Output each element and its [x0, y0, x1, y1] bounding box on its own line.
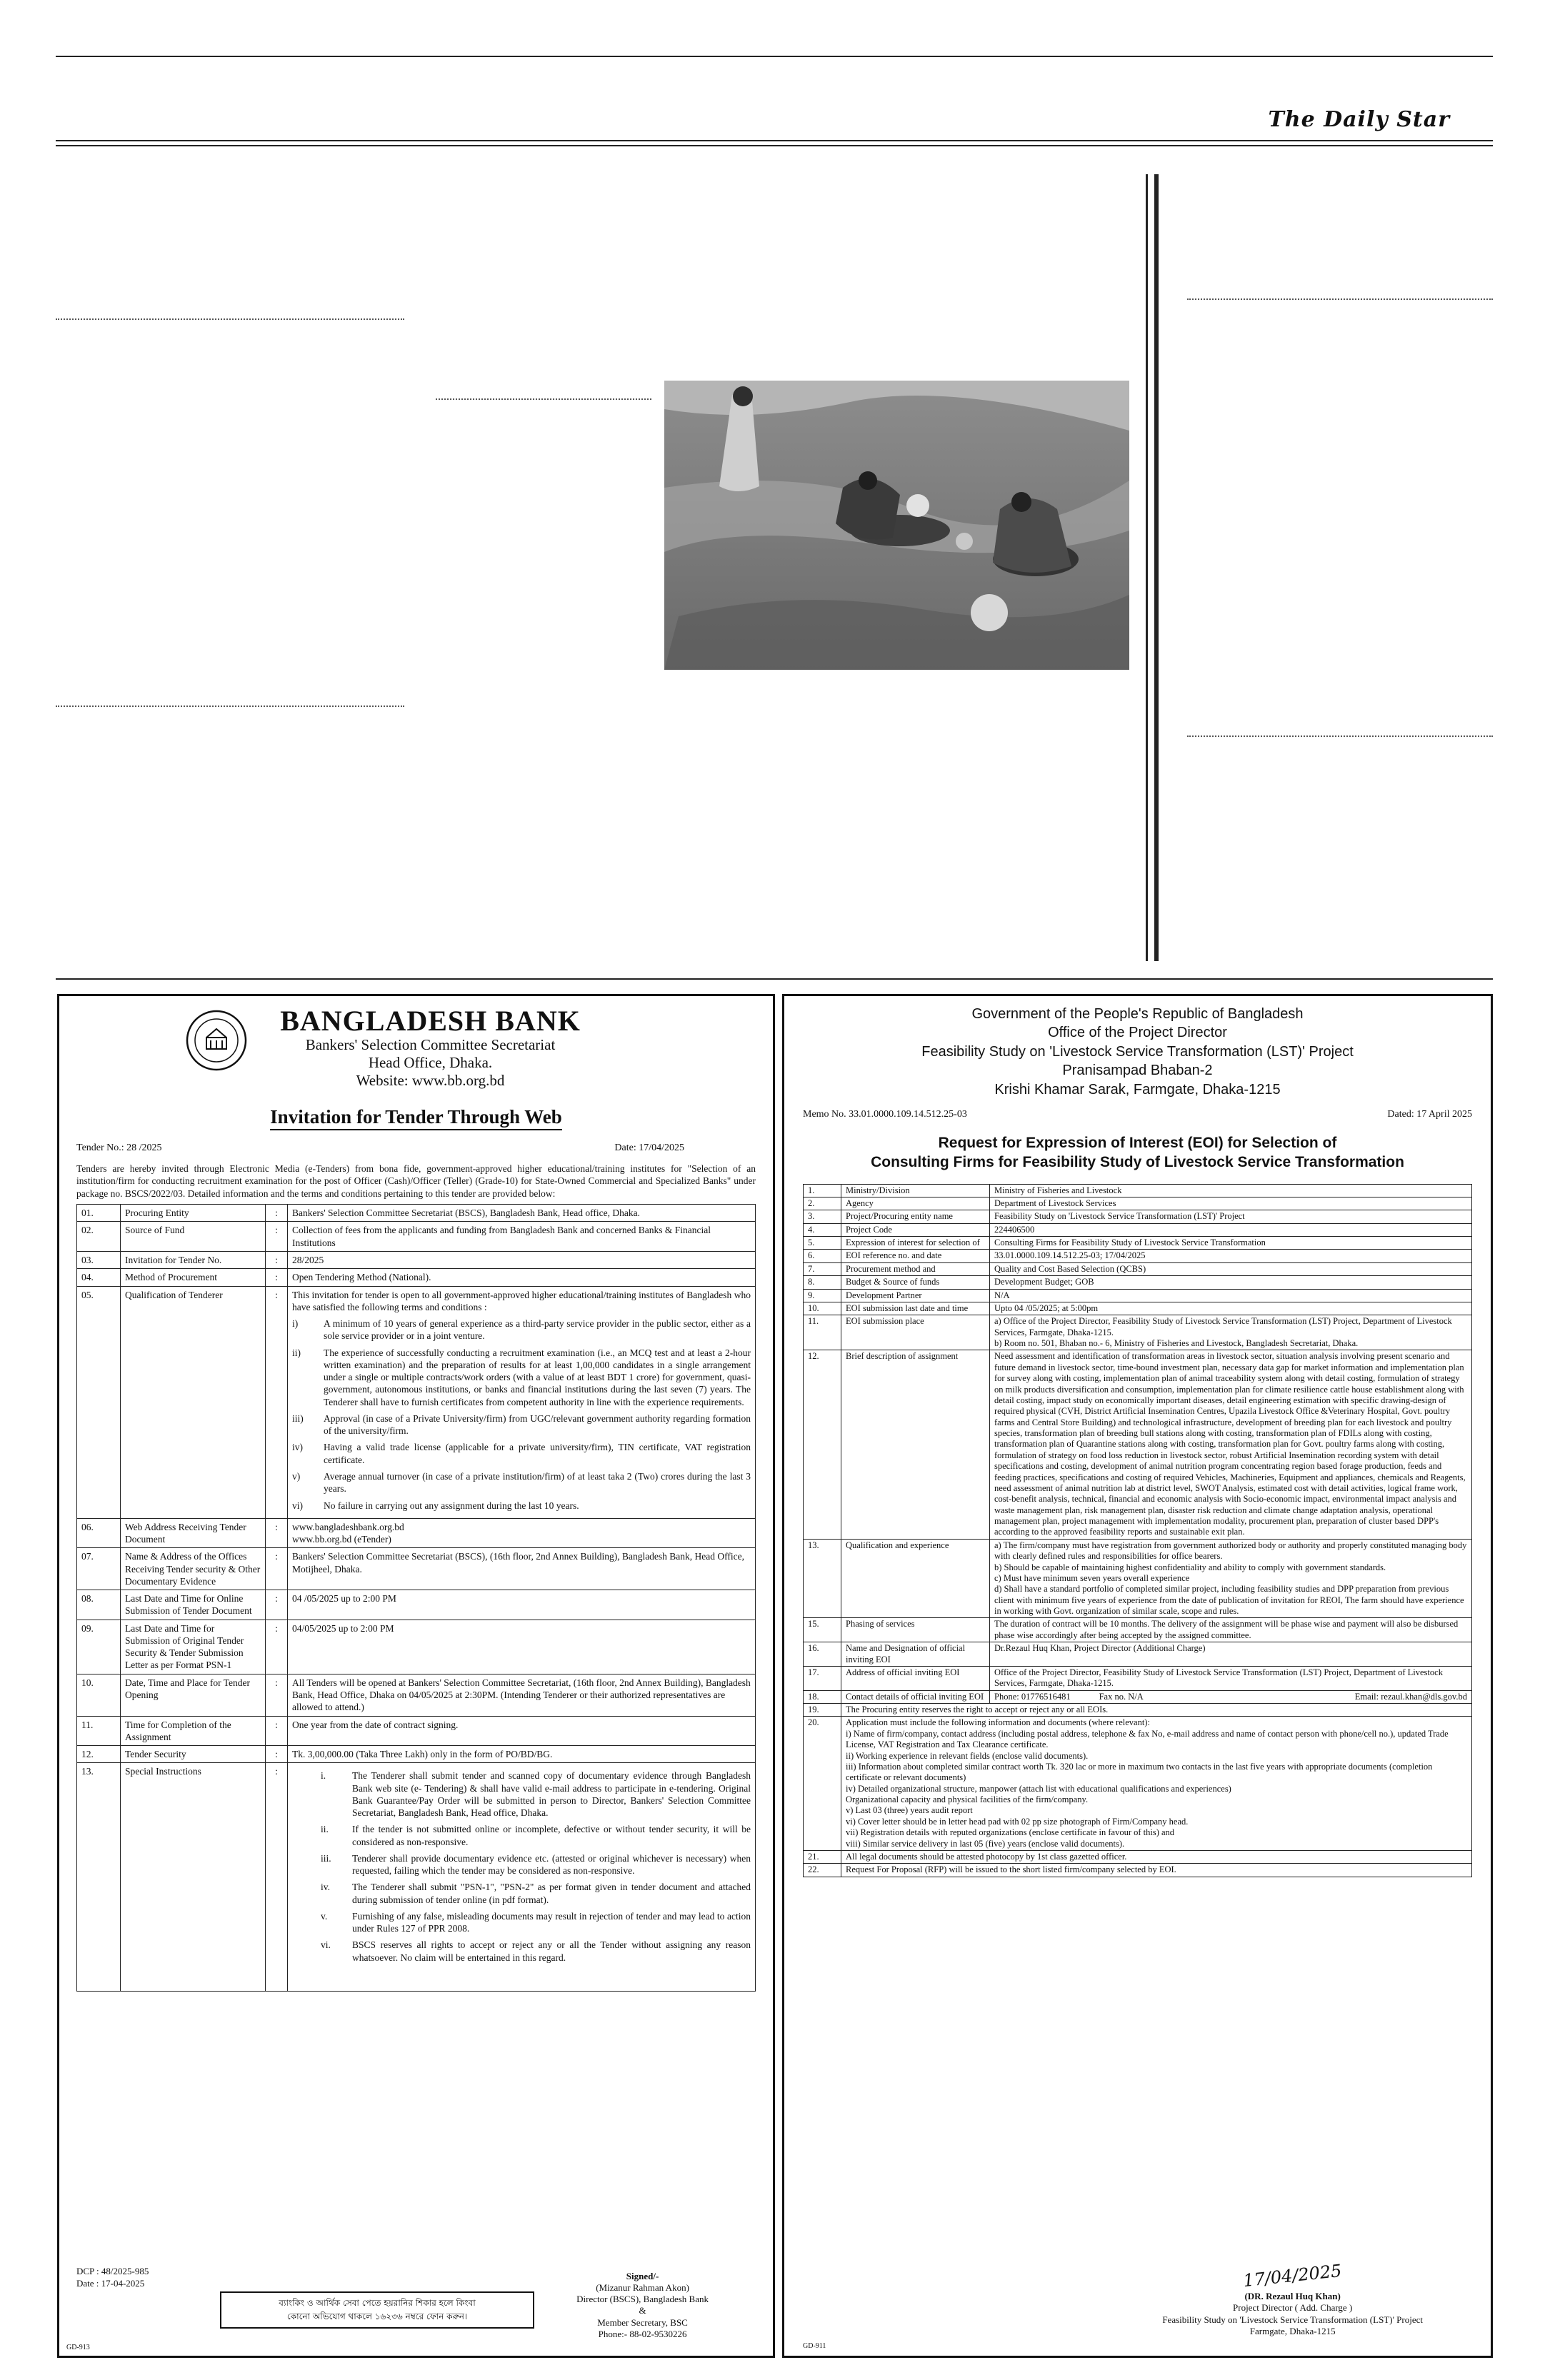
table-row: 07. Name & Address of the Offices Receiving Tender security & Other Documentary Evidence : Bankers' Selection Committee Secretariat (BSCS), (16th floor, 2nd Annex Building), Bangladesh Bank, Head Office, Motijheel, Dhaka.: [77, 1548, 756, 1590]
tender-number: Tender No.: 28 /2025: [76, 1142, 162, 1153]
section-rule: [56, 978, 1493, 980]
table-row: 13. Qualification and experience a) The firm/company must have registration from government authorized body or authority and properly constituted managing body with clearly defined rules and responsibilities for office bearers. b) Should be capable of maintaining highest confidentiality and ability to comply with government standards. c) Must have minimum seven years overall experience d) Shall have a standard portfolio of completed similar project, including feasibility studies and DPP preparation from previous client with minimum five years of experience from the date of publication of invitation for REOI, The farm should have experience in working with Govt. organization of similar scale, scope and rules.: [804, 1539, 1472, 1618]
gd-code: GD-913: [66, 2344, 90, 2351]
eoi-details-table: [803, 1184, 1472, 1877]
dcp-date: Date : 17-04-2025: [76, 2278, 145, 2289]
list-item: ii) The experience of successfully conducting a recruitment examination (i.e., an MCQ test and at least a 2-hour written examination) and the preparation of results for at least 1,00,000 candidates in a single arrangement under a single or multiple contracts/work orders (with a value of at least BDT 1 crore) for government, quasi-government, autonomous institutions, or banks and financial institutions during the last seven (7) years. The Tenderer shall have to furnish certificates from competent authority in line with the experience requirements.: [292, 1347, 751, 1407]
signatory-title: Director (BSCS), Bangladesh Bank: [576, 2294, 709, 2304]
complaint-box: ব্যাংকিং ও আর্থিক সেবা পেতে হয়রানির শিকার হলে কিংবা কোনো অভিযোগ থাকলে ১৬২৩৬ নম্বরে ফোন করুন।: [220, 2291, 534, 2329]
table-row: 12. Brief description of assignment Need assessment and identification of transformation areas in livestock sector, situation analysis involving present scenario and future demand in livestock sector, time-bound investment plan, necessary data gap for market information and implementation plan for survey along with costing, implementation plan of animal traceability system along with detail costing, formulation of strategy on milk products diversification and consumption, implementation plan for climate resilience cattle house establishment along with detail costing, impact study on economically important diseases, detail engineering estimation with specific drawing-design of required physical (CVH, District Artificial Insemination Centres, Upazila Livestock Office &Veterinary Hospital, Govt. poultry farms and Central Store Building) and technological infrastructure, development of breeding plan for each livestock and poultry species, transformation plan of breeding bull stations along with costing, transformation plan of FDILs along with costing, transformation plan of Quarantine stations along with costing, transformation plan for Govt. poultry farms along with costing, formulation of strategy on food loss reduction in livestock sector, robust Artificial Insemination recording system with detail specifications and costing, development of animal nutrition program concentrating region based forage production, feeds and feeding practices, specifications and costing of required Vehicles, Machineries, Equipment and appliances, chemicals and Reagents, need assessment of animal nutrition lab at district level, SWOT Analysis, estimated cost with detail activities, logical frame work, cost-benefit analysis, technical, financial and economic analysis with Socio-economic impact, environmental impact analysis and waste management plan, risk management plan, disaster risk reduction and climate change adaptation analysis, operational management plan, project management with implementation modality, procurement plan, preparation of cluster based DPP's according to the approved feasibility reports and sustainable exit plan.: [804, 1350, 1472, 1539]
signatory-title-2: Member Secretary, BSC: [597, 2316, 688, 2328]
dcp-number: DCP : 48/2025-985: [76, 2266, 149, 2277]
list-item: v) Average annual turnover (in case of a private institution/firm) of at least taka 2 (Two) crores during the last 3 years.: [292, 1470, 751, 1495]
table-row: 11. EOI submission place a) Office of the Project Director, Feasibility Study of Livestock Service Transformation (LST) Project, Department of Livestock Services, Farmgate, Dhaka-1215. b) Room no. 501, Bhaban no.- 6, Ministry of Fisheries and Livestock, Bangladesh Secretariat, Dhaka.: [804, 1315, 1472, 1350]
list-item: i. The Tenderer shall submit tender and scanned copy of documentary evidence through Bangladesh Bank web site (e- Tendering) & shall have valid e-mail address to participate in e-tendering. Original Bank Guarantee/Pay Order will be submitted in person to Director, Bankers' Selection Committee Secretariat, Bangladesh Bank, Head office, Dhaka.: [321, 1770, 751, 1819]
column-rule: [1146, 174, 1148, 961]
table-row: 9. Development Partner N/A: [804, 1289, 1472, 1302]
list-item: v. Furnishing of any false, misleading documents may result in rejection of tender and may lead to action under Rules 127 of PPR 2008.: [321, 1910, 751, 1934]
list-item: vi. BSCS reserves all rights to accept or reject any or all the Tender without assigning any reason whatsoever. No claim will be entertained in this regard.: [321, 1939, 751, 1963]
contact-fax: Fax no. N/A: [1099, 1691, 1144, 1702]
project-title: Feasibility Study on 'Livestock Service Transformation (LST)' Project: [921, 1043, 1354, 1060]
signatory-address: Farmgate, Dhaka-1215: [1249, 2325, 1336, 2336]
table-row: 10. EOI submission last date and time Upto 04 /05/2025; at 5:00pm: [804, 1302, 1472, 1315]
memo-date: Dated: 17 April 2025: [1387, 1108, 1472, 1120]
table-row: 4. Project Code 224406500: [804, 1223, 1472, 1236]
table-row: 21. All legal documents should be attested photocopy by 1st class gazetted officer.: [804, 1850, 1472, 1863]
tender-intro: Tenders are hereby invited through Electronic Media (e-Tenders) from bona fide, government-approved higher educational/training institutes for "Selection of an institution/firm for conducting recruitment examination for the post of Officer (Cash)/Officer (Teller) (Grade-10) for State-Owned Commercial and Specialized Banks" under package no. BSCS/2022/03. Detailed information and the terms and conditions pertaining to this tender are provided below:: [76, 1163, 756, 1199]
table-row: 3. Project/Procuring entity name Feasibility Study on 'Livestock Service Transformation (LST)' Project: [804, 1210, 1472, 1223]
news-photo: [664, 381, 1129, 670]
office-title: Office of the Project Director: [1048, 1025, 1227, 1041]
list-item: iv. The Tenderer shall submit "PSN-1", "PSN-2" as per format given in tender document and attached during submission of tender online (in pdf format).: [321, 1882, 751, 1905]
table-row: 01. Procuring Entity : Bankers' Selection Committee Secretariat (BSCS), Bangladesh Bank, Head office, Dhaka.: [77, 1205, 756, 1222]
list-item: iv) Having a valid trade license (applicable for a private university/firm), TIN certificate, VAT registration certificate.: [292, 1442, 751, 1465]
table-row: 06. Web Address Receiving Tender Document : www.bangladeshbank.org.bd www.bb.org.bd (eTender): [77, 1518, 756, 1548]
signatory-name: (DR. Rezaul Huq Khan): [1244, 2291, 1341, 2301]
table-row: 8. Budget & Source of funds Development Budget; GOB: [804, 1276, 1472, 1289]
signed-label: Signed/-: [626, 2270, 659, 2281]
table-row: 09. Last Date and Time for Submission of Original Tender Security & Tender Submission Letter as per Format PSN-1 : 04/05/2025 up to 2:00 PM: [77, 1620, 756, 1674]
header-rule-1: [56, 140, 1493, 141]
header-rule-2: [56, 145, 1493, 146]
bank-office: Head Office, Dhaka.: [368, 1054, 493, 1072]
eoi-title-2: Consulting Firms for Feasibility Study of Livestock Service Transformation: [871, 1154, 1404, 1171]
table-row: 7. Procurement method and Quality and Cost Based Selection (QCBS): [804, 1262, 1472, 1275]
bank-website: Website: www.bb.org.bd: [356, 1072, 505, 1090]
masthead-logo: The Daily Star: [1268, 107, 1450, 132]
bangladesh-bank-tender-ad: BANGLADESH BANK Bankers' Selection Committee Secretariat Head Office, Dhaka. Website: www.bb.org.bd Invitation for Tender Through Web Tender No.: 28 /2025 Date: 17/04/2025 Tenders are hereby invited through Electronic Media (e-Tenders) from bona fide, government-approved higher educational/training institutes for "Selection of an institution/firm for conducting recruitment examination for the post of Officer (Cash)/Officer (Teller) (Grade-10) for State-Owned Commercial and Specialized Banks" under package no. BSCS/2022/03. Detailed information and the terms and conditions pertaining to this tender are provided below: 01. Procuring Entity : Bankers' Selection Committee Secretariat (BSCS), Bangladesh Bank, Head office, Dhaka. 02. Source of Fund : Collection of fees from the applicants and funding from Bangladesh Bank and concerned Banks & Financial Institutions 03. Invitation for Tender No. : 28/2025 04. Method of Procurement : Open Tendering Method (National). 05. Qualification of Tenderer : This invitation for tender is open to all government-approved higher educational/training institutes of Bangladesh who have satisfied the following terms and conditions : i) A minimum of 10 years of general experience as a third-party service provider in the public sector, either as a sole service provider or in a joint venture. ii) The experience of successfully conducting a recruitment examination (i.e., an MCQ test and at least a 2-hour written examination) and the preparation of results for at least 1,00,000 candidates in a single arrangement under a single or multiple contracts/work orders (with a value of at least BDT 1 crore) for government, quasi-government, autonomous institutions, or banks and financial institutions during the last seven (7) years. The Tenderer shall have to furnish certificates from competent authority in line with the experience requirements. iii) Approval (in case of a Private University/firm) from UGC/relevant government authority regarding formation of the university/firm. iv) Having a valid trade license (applicable for a private university/firm), TIN certificate, VAT registration certificate. v) Average annual turnover (in case of a private institution/firm) of at least taka 2 (Two) crores during the last 3 years. vi) No failure in carrying out any assignment during the last 10 years. 06. Web Address Receiving Tender Document : www.bangladeshbank.org.bd www.bb.org.bd (eTender) 07. Name & Address of the Offices Receiving Tender security & Other Documentary Evidence : Bankers' Selection Committee Secretariat (BSCS), (16th floor, 2nd Annex Building), Bangladesh Bank, Head Office, Motijheel, Dhaka. 08. Last Date and Time for Online Submission of Tender Document : 04 /05/2025 up to 2:00 PM 09. Last Date and Time for Submission of Original Tender Security & Tender Submission Letter as per Format PSN-1 : 04/05/2025 up to 2:00 PM 10. Date, Time and Place for Tender Opening : All Tenders will be opened at Bankers' Selection Committee Secretariat, (16th floor, 2nd Annex Building), Bangladesh Bank, Head Office, Dhaka on 04/05/2025 at 2:30PM. (Intending Tenderer or their authorized representatives are allowed to attend.) 11. Time for Completion of the Assignment : One year from the date of contract signing. 12. Tender Security : Tk. 3,00,000.00 (Taka Three Lakh) only in the form of PO/BD/BG. 13. Special Instructions : i. The Tenderer shall submit tender and scanned copy of documentary evidence through Bangladesh Bank web site (e- Tendering) & shall have valid e-mail address to participate in e-tendering. Original Bank Guarantee/Pay Order will be submitted in person to Director, Bankers' Selection Committee Secretariat, Bangladesh Bank, Head office, Dhaka. ii. If the tender is not submitted online or incomplete, defective or without tender security, it will be considered as non-responsive. iii. Tenderer shall provide documentary evidence etc. (attested or original whichever is necessary) when requested, failing which the tender may be considered as non-responsive. iv. The Tenderer shall submit "PSN-1", "PSN-2" as per format given in tender document and attached during submission of tender online (in pdf format). v. Furnishing of any false, misleading documents may result in rejection of tender and may lead to action under Rules 127 of PPR 2008. vi. BSCS reserves all rights to accept or reject any or all the Tender without assigning any reason whatsoever. No claim will be entertained in this regard. DCP : 48/2025-985 Date : 17-04-2025 ব্যাংকিং ও আর্থিক সেবা পেতে হয়রানির শিকার হলে কিংবা কোনো অভিযোগ থাকলে ১৬২৩৬ নম্বরে ফোন করুন। Signed/- (Mizanur Rahman Akon) Director (BSCS), Bangladesh Bank & Member Secretary, BSC Phone:- 88-02-9530226 GD-913: [57, 994, 775, 2358]
table-row: 2. Agency Department of Livestock Services: [804, 1197, 1472, 1210]
dotted-divider: [1187, 735, 1493, 737]
tender-heading: Invitation for Tender Through Web: [270, 1106, 562, 1130]
table-row: 12. Tender Security : Tk. 3,00,000.00 (Taka Three Lakh) only in the form of PO/BD/BG.: [77, 1746, 756, 1763]
table-row: 18. Contact details of official inviting EOI Phone: 01776516481 Fax no. N/A Email: rezaul.khan@dls.gov.bd: [804, 1690, 1472, 1703]
signatory-phone: Phone:- 88-02-9530226: [598, 2328, 687, 2339]
table-row: 16. Name and Designation of official inviting EOI Dr.Rezaul Huq Khan, Project Director (Additional Charge): [804, 1642, 1472, 1667]
table-row: 13. Special Instructions : i. The Tenderer shall submit tender and scanned copy of documentary evidence through Bangladesh Bank web site (e- Tendering) & shall have valid e-mail address to participate in e-tendering. Original Bank Guarantee/Pay Order will be submitted in person to Director, Bankers' Selection Committee Secretariat, Bangladesh Bank, Head office, Dhaka. ii. If the tender is not submitted online or incomplete, defective or without tender security, it will be considered as non-responsive. iii. Tenderer shall provide documentary evidence etc. (attested or original whichever is necessary) when requested, failing which the tender may be considered as non-responsive. iv. The Tenderer shall submit "PSN-1", "PSN-2" as per format given in tender document and attached during submission of tender online (in pdf format). v. Furnishing of any false, misleading documents may result in rejection of tender and may lead to action under Rules 127 of PPR 2008. vi. BSCS reserves all rights to accept or reject any or all the Tender without assigning any reason whatsoever. No claim will be entertained in this regard.: [77, 1763, 756, 1992]
table-row: 03. Invitation for Tender No. : 28/2025: [77, 1252, 756, 1269]
dotted-divider: [56, 706, 404, 707]
table-row: 19. The Procuring entity reserves the right to accept or reject any or all EOIs.: [804, 1704, 1472, 1717]
list-item: vi) No failure in carrying out any assignment during the last 10 years.: [292, 1500, 579, 1511]
office-address: Krishi Khamar Sarak, Farmgate, Dhaka-1215: [994, 1081, 1281, 1098]
list-item: iii) Approval (in case of a Private University/firm) from UGC/relevant government authority regarding formation of the university/firm.: [292, 1412, 751, 1437]
table-row: 11. Time for Completion of the Assignment : One year from the date of contract signing.: [77, 1716, 756, 1746]
photo-women-digging-well: [664, 381, 1129, 670]
dotted-divider: [56, 318, 404, 320]
dotted-divider: [436, 398, 651, 400]
bank-title: BANGLADESH BANK: [280, 1005, 581, 1037]
dotted-divider: [1187, 298, 1493, 300]
table-row: 5. Expression of interest for selection of Consulting Firms for Feasibility Study of Livestock Service Transformation: [804, 1237, 1472, 1250]
tender-date: Date: 17/04/2025: [614, 1142, 684, 1153]
table-row: 08. Last Date and Time for Online Submission of Tender Document : 04 /05/2025 up to 2:00 PM: [77, 1590, 756, 1620]
table-row: 20. Application must include the following information and documents (where relevant): i) Name of firm/company, contact address (including postal address, telephone & fax No, e-mail address and name of contact person with phone/cell no.), updated Trade License, VAT Registration and Tax Clearance certificate. ii) Working experience in relevant fields (enclose valid documents). iii) Information about completed similar contract worth Tk. 320 lac or more in maximum two contacts in the last five years with appropriate documents (completion certificate or relevant documents) iv) Detailed organizational structure, manpower (attach list with educational qualifications and experiences) Organizational capacity and physical facilities of the firm/company. v) Last 03 (three) years audit report vi) Cover letter should be in letter head pad with 02 pp size photograph of Firm/Company head. vii) Registration details with reputed organizations (enclose certificate in favour of this) and viii) Similar service delivery in last 05 (five) years (enclose valid documents).: [804, 1717, 1472, 1851]
list-item: i) A minimum of 10 years of general experience as a third-party service provider in the public sector, either as a sole service provider or in a joint venture.: [292, 1318, 751, 1342]
signatory-project: Feasibility Study on 'Livestock Service Transformation (LST)' Project: [1162, 2314, 1423, 2325]
signatory-title: Project Director ( Add. Charge ): [1233, 2302, 1353, 2314]
column-rule: [1154, 174, 1159, 961]
table-row: 04. Method of Procurement : Open Tendering Method (National).: [77, 1269, 756, 1286]
tender-details-table: [76, 1204, 756, 1992]
gd-code: GD-911: [803, 2342, 826, 2350]
gov-title: Government of the People's Republic of Bangladesh: [971, 1006, 1304, 1022]
bangladesh-bank-logo: [185, 1009, 248, 1072]
handwritten-signature: 17/04/2025: [1242, 2260, 1343, 2291]
table-row: 10. Date, Time and Place for Tender Opening : All Tenders will be opened at Bankers' Selection Committee Secretariat, (16th floor, 2nd Annex Building), Bangladesh Bank, Head Office, Dhaka on 04/05/2025 at 2:30PM. (Intending Tenderer or their authorized representatives are allowed to attend.): [77, 1674, 756, 1716]
table-row: 1. Ministry/Division Ministry of Fisheries and Livestock: [804, 1184, 1472, 1197]
building-name: Pranisampad Bhaban-2: [1062, 1063, 1213, 1079]
contact-email: Email: rezaul.khan@dls.gov.bd: [1354, 1691, 1467, 1702]
table-row: 6. EOI reference no. and date 33.01.0000.109.14.512.25-03; 17/04/2025: [804, 1250, 1472, 1262]
bank-subtitle: Bankers' Selection Committee Secretariat: [305, 1036, 556, 1053]
list-item: ii. If the tender is not submitted online or incomplete, defective or without tender security, it will be considered as non-responsive.: [321, 1824, 751, 1847]
livestock-eoi-ad: [782, 994, 1493, 2358]
table-row: 05. Qualification of Tenderer : This invitation for tender is open to all government-approved higher educational/training institutes of Bangladesh who have satisfied the following terms and conditions : i) A minimum of 10 years of general experience as a third-party service provider in the public sector, either as a sole service provider or in a joint venture. ii) The experience of successfully conducting a recruitment examination (i.e., an MCQ test and at least a 2-hour written examination) and the preparation of results for at least 1,00,000 candidates in a single arrangement under a single or multiple contracts/work orders (with a value of at least BDT 1 crore) for government, quasi-government, autonomous institutions, or banks and financial institutions during the last seven (7) years. The Tenderer shall have to furnish certificates from competent authority in line with the experience requirements. iii) Approval (in case of a Private University/firm) from UGC/relevant government authority regarding formation of the university/firm. iv) Having a valid trade license (applicable for a private university/firm), TIN certificate, VAT registration certificate. v) Average annual turnover (in case of a private institution/firm) of at least taka 2 (Two) crores during the last 3 years. vi) No failure in carrying out any assignment during the last 10 years.: [77, 1286, 756, 1518]
qualification-intro: This invitation for tender is open to all government-approved higher educational/training institutes of Bangladesh who have satisfied the following terms and conditions :: [292, 1289, 751, 1312]
top-rule: [56, 56, 1493, 57]
table-row: 17. Address of official inviting EOI Office of the Project Director, Feasibility Study of Livestock Service Transformation (LST) Project, Department of Livestock Services, Farmgate, Dhaka-1215.: [804, 1666, 1472, 1690]
qualification-list: [292, 1317, 751, 1512]
list-item: iii. Tenderer shall provide documentary evidence etc. (attested or original whichever is necessary) when requested, failing which the tender may be considered as non-responsive.: [321, 1852, 751, 1877]
eoi-title: Request for Expression of Interest (EOI) for Selection of: [938, 1134, 1337, 1151]
memo-number: Memo No. 33.01.0000.109.14.512.25-03: [803, 1108, 967, 1120]
table-row: 02. Source of Fund : Collection of fees from the applicants and funding from Bangladesh Bank and concerned Banks & Financial Institutions: [77, 1222, 756, 1252]
special-instructions-list: [321, 1769, 751, 1964]
contact-phone: Phone: 01776516481: [994, 1691, 1071, 1702]
signatory-name: (Mizanur Rahman Akon): [596, 2281, 689, 2293]
table-row: 22. Request For Proposal (RFP) will be issued to the short listed firm/company selected by EOI.: [804, 1864, 1472, 1877]
table-row: 15. Phasing of services The duration of contract will be 10 months. The delivery of the assignment will be phase wise and payment will also be disbursed phase wise accordingly after being accepted by the assigned committee.: [804, 1618, 1472, 1642]
